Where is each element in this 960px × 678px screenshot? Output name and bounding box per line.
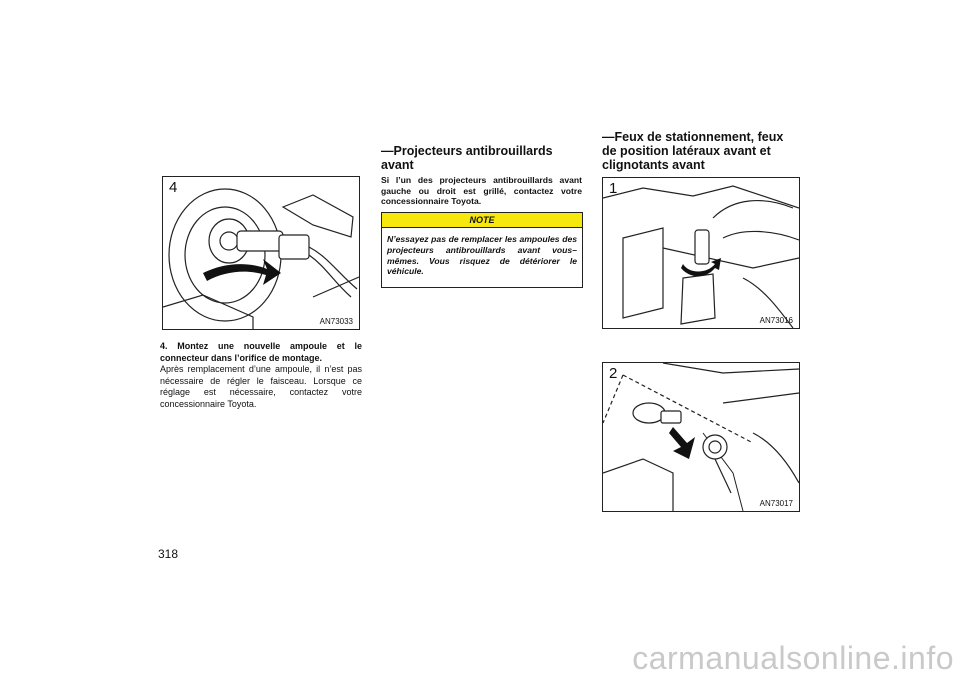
pull-arrow-icon <box>669 427 695 459</box>
page-number: 318 <box>158 547 179 561</box>
figure-code: AN73016 <box>759 316 793 325</box>
body-paragraph: Après remplacement d’une ampoule, il n’est pas nécessaire de régler le faisceau. Lorsque ce réglage est nécessaire, contactez votre concessionnaire Toyota. <box>160 364 362 409</box>
section-heading-parking-lights: —Feux de stationnement, feux de position latéraux avant et clignotants avant <box>602 130 784 172</box>
figure-number: 4 <box>169 179 178 196</box>
figure-socket-removal <box>602 177 800 329</box>
bulb-removal-illustration <box>603 363 799 511</box>
rotate-arrow-icon <box>203 259 281 285</box>
figure-number: 1 <box>609 180 618 197</box>
figure-bulb-removal <box>602 362 800 512</box>
section-heading-fog-lights: —Projecteurs antibrouillards avant <box>381 144 553 172</box>
note-title: NOTE <box>382 213 582 228</box>
note-box <box>381 212 583 288</box>
note-text: N’essayez pas de remplacer les ampoules des projecteurs antibrouillards avant vous–mêmes. Vous risquez de détériorer le véhicule. <box>387 234 577 277</box>
figure-code: AN73033 <box>319 317 353 326</box>
figure-code: AN73017 <box>759 499 793 508</box>
intro-text: Si l’un des projecteurs antibrouillards avant gauche ou droit est grillé, contactez votre concessionnaire Toyota. <box>381 175 582 206</box>
step-caption: 4. Montez une nouvelle ampoule et le connecteur dans l’orifice de montage. <box>160 341 362 363</box>
watermark: carmanualsonline.info <box>632 640 954 676</box>
socket-removal-illustration <box>603 178 799 328</box>
headlamp-bulb-install-illustration <box>163 177 359 329</box>
figure-headlamp-bulb-install <box>162 176 360 330</box>
figure-number: 2 <box>609 365 618 382</box>
